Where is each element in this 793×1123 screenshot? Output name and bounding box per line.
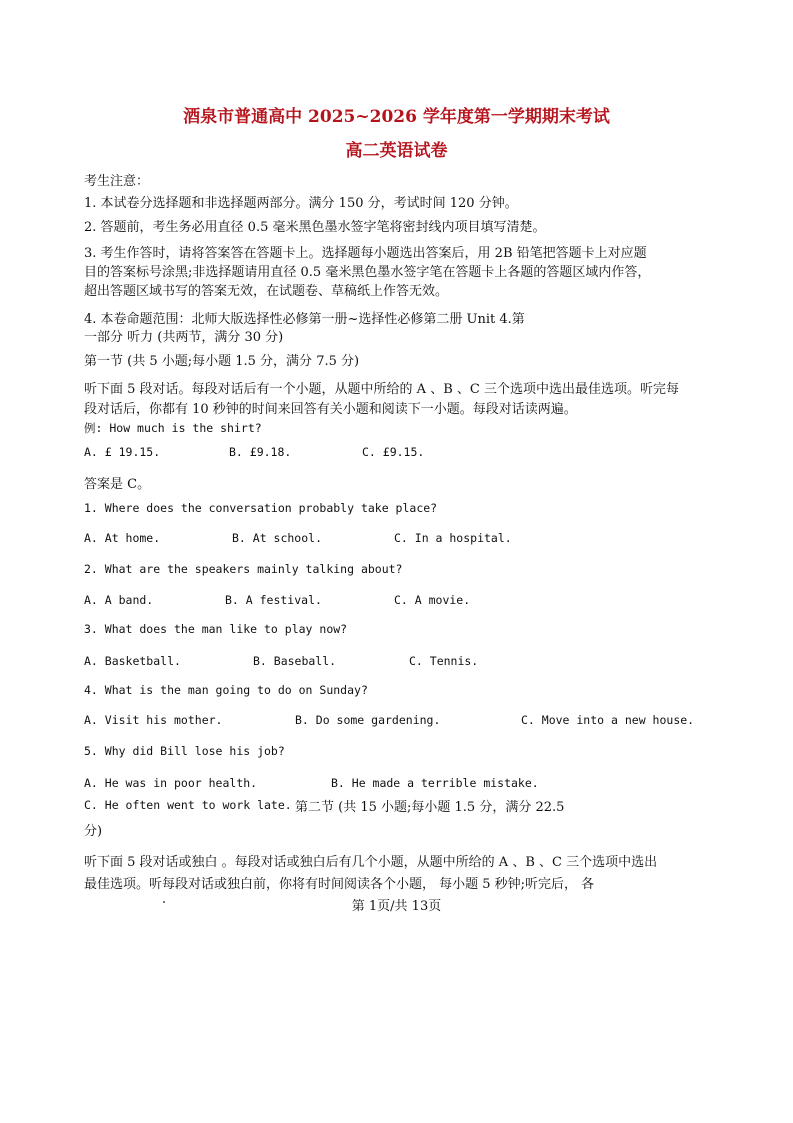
question-1-option-b: B. At school. xyxy=(232,531,323,545)
question-5: 5. Why did Bill lose his job? xyxy=(84,744,285,758)
part-1-heading: 一部分 听力 (共两节，满分 30 分) xyxy=(84,330,284,345)
exam-subtitle: 高二英语试卷 xyxy=(345,141,448,161)
question-4-option-a: A. Visit his mother. xyxy=(84,713,223,727)
example-option-a: A. £ 19.15. xyxy=(84,445,161,459)
notice-heading: 考生注意： xyxy=(84,174,150,189)
section-1-instruction-line-2: 段对话后，你都有 10 秒钟的时间来回答有关小题和阅读下一小题。每段对话读两遍。 xyxy=(84,402,577,417)
question-4-option-b: B. Do some gardening. xyxy=(295,713,441,727)
notice-item-1: 1. 本试卷分选择题和非选择题两部分。满分 150 分，考试时间 120 分钟。 xyxy=(84,196,518,211)
example-answer: 答案是 C。 xyxy=(84,477,151,492)
notice-item-2: 2. 答题前，考生务必用直径 0.5 毫米黑色墨水签字笔将密封线内项目填写清楚。 xyxy=(84,220,546,235)
notice-item-3-line-1: 3. 考生作答时，请将答案答在答题卡上。选择题每小题选出答案后，用 2B 铅笔把答题卡上对应题 xyxy=(84,246,647,261)
question-1: 1. Where does the conversation probably take place? xyxy=(84,501,438,515)
question-2-option-c: C. A movie. xyxy=(394,593,471,607)
question-5-option-b: B. He made a terrible mistake. xyxy=(331,776,539,790)
question-4-option-c: C. Move into a new house. xyxy=(521,713,695,727)
exam-title: 酒泉市普通高中 2025~2026 学年度第一学期期末考试 xyxy=(183,107,610,127)
question-2: 2. What are the speakers mainly talking about? xyxy=(84,562,403,576)
notice-item-3-line-3: 超出答题区域书写的答案无效，在试题卷、草稿纸上作答无效。 xyxy=(84,284,449,299)
example-option-c: C. £9.15. xyxy=(362,445,425,459)
notice-item-4: 4. 本卷命题范围：北师大版选择性必修第一册~选择性必修第二册 Unit 4.第 xyxy=(84,312,525,327)
question-3-option-a: A. Basketball. xyxy=(84,654,181,668)
question-2-option-b: B. A festival. xyxy=(225,593,322,607)
question-5-option-c: C. He often went to work late. xyxy=(84,798,292,812)
section-2-instruction-line-1: 听下面 5 段对话或独白 。每段对话或独白后有几个小题，从题中所给的 A 、B 、C 三个选项中选出 xyxy=(84,855,658,870)
section-2-heading: 第二节 (共 15 小题;每小题 1.5 分，满分 22.5 xyxy=(295,800,565,815)
section-2-heading-wrap: 分) xyxy=(84,824,103,839)
question-4: 4. What is the man going to do on Sunday? xyxy=(84,683,368,697)
page-number: 第 1页/共 13页 xyxy=(351,899,442,914)
question-3: 3. What does the man like to play now? xyxy=(84,622,348,636)
example-question: 例: How much is the shirt? xyxy=(84,421,262,435)
section-1-heading: 第一节 (共 5 小题;每小题 1.5 分，满分 7.5 分) xyxy=(84,354,360,369)
question-3-option-b: B. Baseball. xyxy=(253,654,337,668)
section-1-instruction-line-1: 听下面 5 段对话。每段对话后有一个小题，从题中所给的 A 、B 、C 三个选项中选出最佳选项。听完每 xyxy=(84,382,679,397)
question-5-option-a: A. He was in poor health. xyxy=(84,776,258,790)
question-1-option-a: A. At home. xyxy=(84,531,161,545)
question-2-option-a: A. A band. xyxy=(84,593,154,607)
question-1-option-c: C. In a hospital. xyxy=(394,531,512,545)
question-3-option-c: C. Tennis. xyxy=(409,654,479,668)
notice-item-3-line-2: 目的答案标号涂黑;非选择题请用直径 0.5 毫米黑色墨水签字笔在答题卡上各题的答题区域内作答， xyxy=(84,265,651,280)
example-option-b: B. £9.18. xyxy=(229,445,292,459)
section-2-instruction-line-2: 最佳选项。听每段对话或独白前，你将有时间阅读各个小题， 每小题 5 秒钟;听完后， 各 xyxy=(84,877,595,892)
